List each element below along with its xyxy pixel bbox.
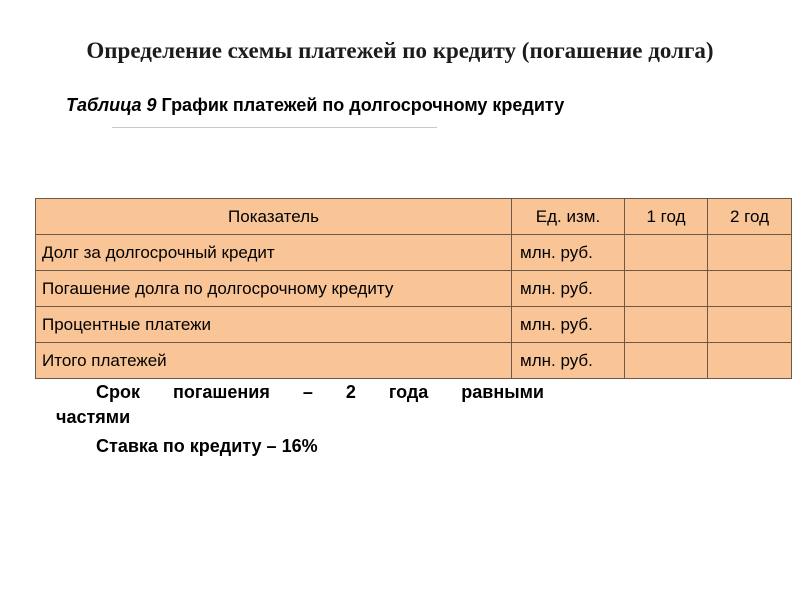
row-name: Итого платежей: [36, 343, 512, 379]
row-year-2-value: [708, 307, 792, 343]
table-caption-label: Таблица 9: [66, 95, 157, 115]
interest-rate-text: Ставка по кредиту – 16%: [96, 436, 318, 456]
row-year-2-value: [708, 271, 792, 307]
caption-underline: [112, 127, 437, 128]
payment-schedule-table: [35, 198, 792, 379]
table-row: [36, 343, 792, 379]
loan-conditions: [56, 380, 544, 459]
header-unit: Ед. изм.: [512, 199, 625, 235]
row-unit: млн. руб.: [512, 271, 625, 307]
table-caption-text: График платежей по долгосрочному кредиту: [161, 95, 565, 115]
row-year-2-value: [708, 343, 792, 379]
row-year-1-value: [625, 343, 708, 379]
row-name: Процентные платежи: [36, 307, 512, 343]
table-caption: [24, 92, 584, 118]
table-row: [36, 271, 792, 307]
row-year-1-value: [625, 235, 708, 271]
header-indicator: Показатель: [36, 199, 512, 235]
row-year-2-value: [708, 235, 792, 271]
row-unit: млн. руб.: [512, 235, 625, 271]
row-name: Погашение долга по долгосрочному кредиту: [36, 271, 512, 307]
header-year-1: 1 год: [625, 199, 708, 235]
row-unit: млн. руб.: [512, 343, 625, 379]
row-unit: млн. руб.: [512, 307, 625, 343]
page-title: Определение схемы платежей по кредиту (погашение долга): [86, 38, 714, 63]
repayment-term-continuation: частями: [56, 407, 131, 427]
header-year-2: 2 год: [708, 199, 792, 235]
row-year-1-value: [625, 307, 708, 343]
table-row: [36, 307, 792, 343]
table-row: [36, 235, 792, 271]
repayment-term-text: Срок погашения – 2 года равными: [96, 382, 544, 402]
row-name: Долг за долгосрочный кредит: [36, 235, 512, 271]
table-header-row: [36, 199, 792, 235]
row-year-1-value: [625, 271, 708, 307]
